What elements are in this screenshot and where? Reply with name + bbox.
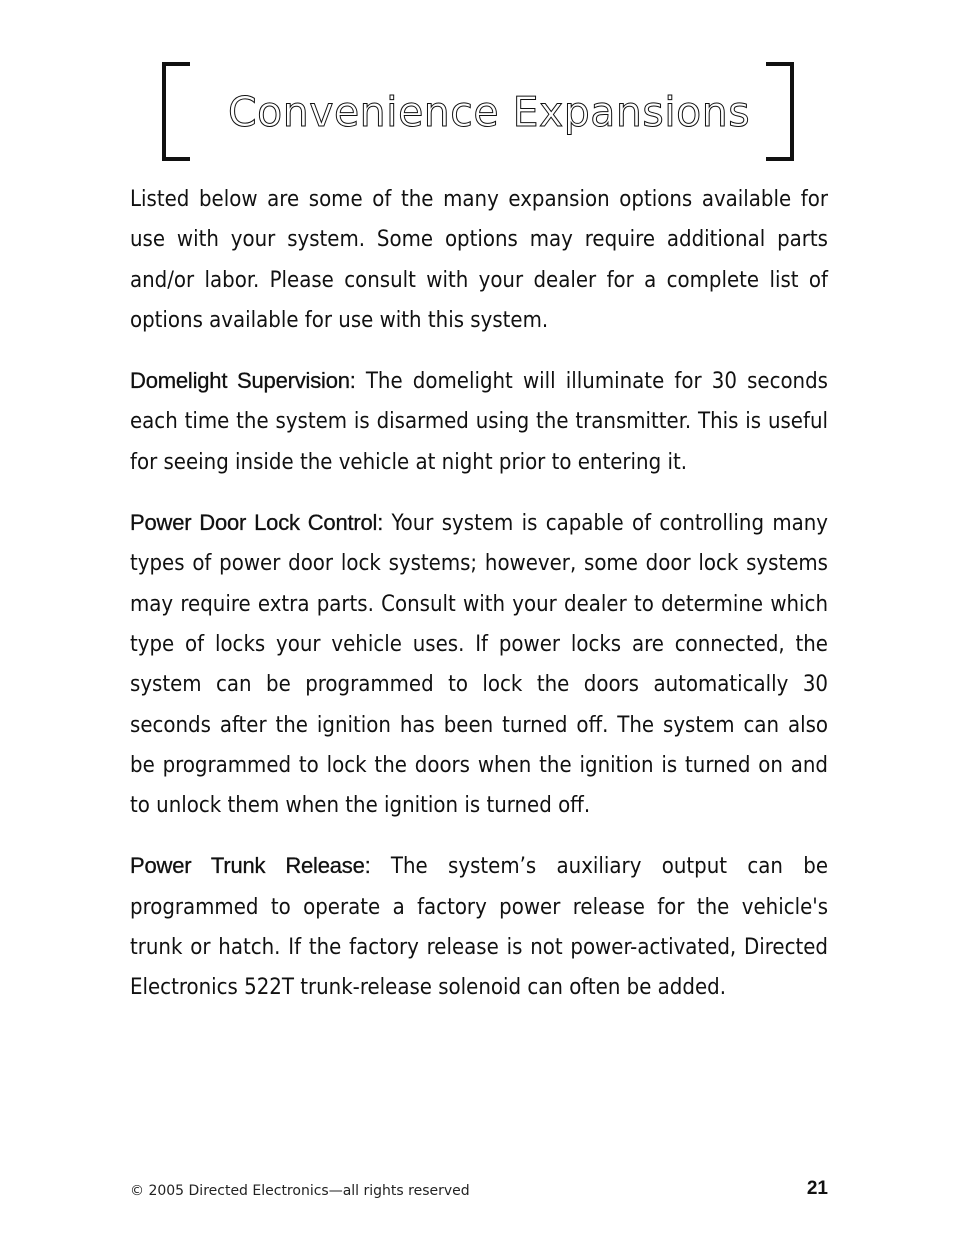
page-number: 21 — [806, 1178, 828, 1199]
section-power-trunk-release — [130, 846, 828, 1008]
title-bracket-right — [766, 62, 794, 161]
copyright-notice: © 2005 Directed Electronics—all rights reserved — [130, 1183, 470, 1199]
body-text — [130, 180, 828, 1029]
title-bracket-left — [162, 62, 190, 161]
section-power-door-lock-control — [130, 503, 828, 826]
section-text: The domelight will illuminate for 30 seconds each time the system is disarmed using the transmitter. This is useful for seeing inside the vehicle at night prior to entering it. — [130, 369, 828, 475]
intro-paragraph: Listed below are some of the many expansion options available for use with your system. Some options may require additional parts and/or labor. Please consult with your dealer for a complete list of options available for use with this system. — [130, 187, 828, 333]
section-domelight-supervision — [130, 361, 828, 483]
section-term: Power Trunk Release: — [130, 853, 371, 879]
section-text: The system’s auxiliary output can be programmed to operate a factory power release for the vehicle's trunk or hatch. If the factory release is not power-activated, Directed Electronics 522T trunk-release solenoid can often be added. — [130, 854, 829, 1001]
section-term: Power Door Lock Control: — [130, 510, 384, 536]
section-term: Domelight Supervision: — [130, 368, 356, 394]
section-text: Your system is capable of controlling many types of power door lock systems; however, some door lock systems may require extra parts. Consult with your dealer to determine which type of locks your vehicle uses. If power locks are connected, the system can be programmed to lock the doors automatically 30 seconds after the ignition has been turned off. The system can also be programmed to lock the doors when the ignition is turned on and to unlock them when the ignition is turned off. — [130, 511, 829, 819]
page-title: Convenience Expansions — [228, 88, 751, 136]
